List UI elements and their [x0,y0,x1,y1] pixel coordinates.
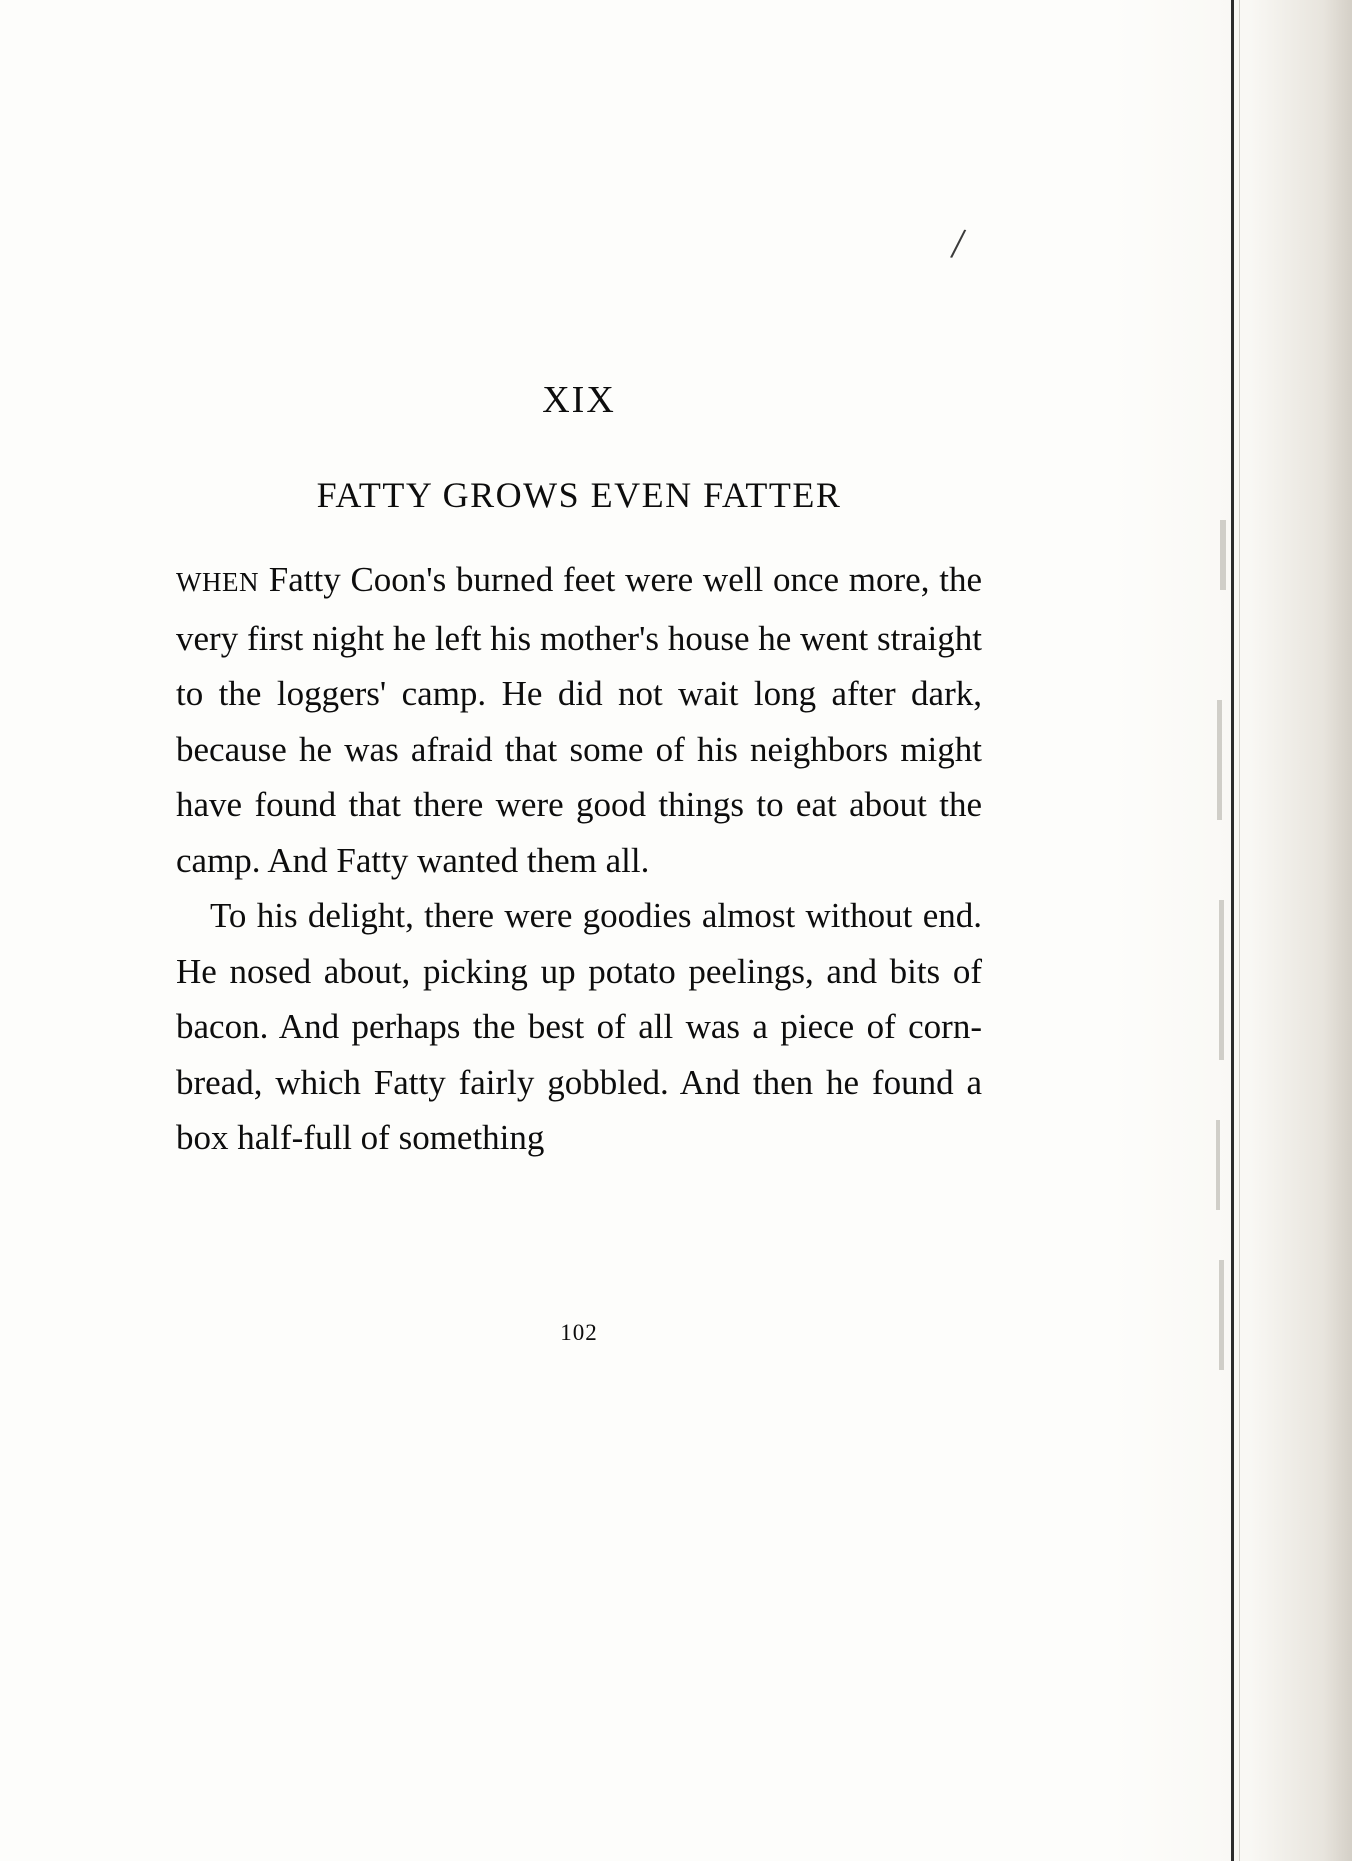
handwritten-slash-mark: / [948,218,968,269]
paper-speckle [1220,520,1226,590]
paper-speckle [1216,1120,1220,1210]
paper-speckle [1217,700,1222,820]
paragraph-1 [176,552,982,888]
paper-speckle [1219,900,1224,1060]
binding-edge-soft [1239,0,1240,1861]
chapter-number: XIX [542,379,616,421]
paragraph-1-lead-smallcaps: WHEN [176,567,259,597]
binding-edge-line [1231,0,1234,1861]
paper-speckle [1219,1260,1224,1370]
paragraph-2 [176,888,982,1166]
page-text-block [176,378,982,1166]
page-number: 102 [560,1320,598,1345]
chapter-title: FATTY GROWS EVEN FATTER [316,475,842,515]
paragraph-1-text: Fatty Coon's burned feet were well once more, the very first night he left his mother's house he went straight to the loggers' camp. He did not wait long after dark, because he was afraid that some of his neighbors might have found that there were good things to eat about the camp. And Fatty wanted them all. [176,560,982,880]
paragraph-2-text: To his delight, there were goodies almost without end. He nosed about, picking up potato peelings, and bits of bacon. And perhaps the best of all was a piece of corn-bread, which Fatty fairly gobbled. And then he found a box half-full of something [176,896,982,1157]
